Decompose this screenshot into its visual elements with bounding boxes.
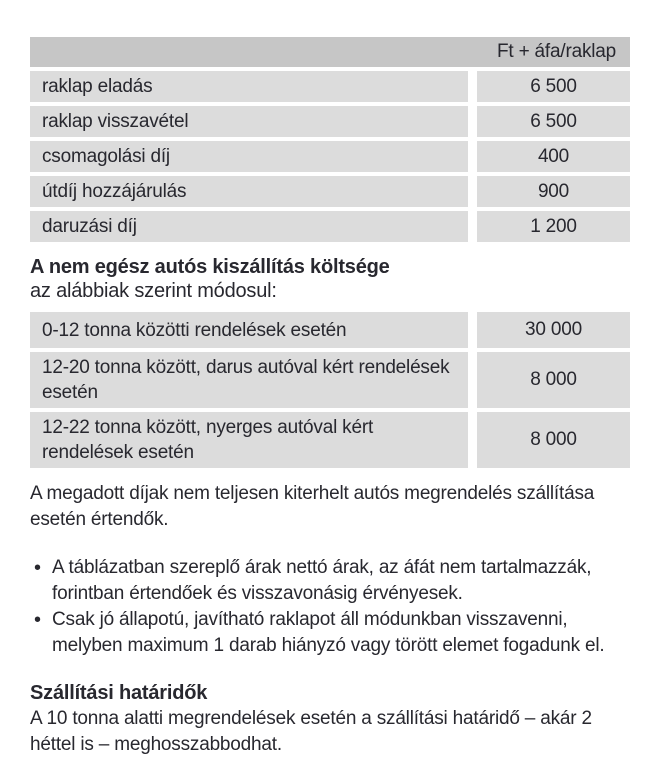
row-label: útdíj hozzájárulás [30, 176, 468, 207]
price-table-header [30, 37, 630, 67]
deadlines-heading: Szállítási határidők [30, 682, 208, 704]
list-item: • A táblázatban szereplő árak nettó árak, az áfát nem tartalmazzák, forintban értendőek és visszavonásig érvényesek. [30, 555, 630, 607]
price-table-header-label: Ft + áfa/raklap [497, 41, 616, 62]
deadlines-section [30, 680, 630, 758]
row-label: raklap visszavétel [30, 106, 468, 137]
row-label: raklap eladás [30, 71, 468, 102]
row-label: 0-12 tonna közötti rendelések esetén [30, 312, 468, 348]
list-item: • Csak jó állapotú, javítható raklapot áll módunkban visszavenni, melyben maximum 1 darab hiányzó vagy törött elemet fogadunk el. [30, 607, 630, 659]
row-value: 8 000 [477, 412, 630, 468]
delivery-table [30, 312, 630, 468]
table-row [30, 412, 630, 468]
row-label: csomagolási díj [30, 141, 468, 172]
table-row [30, 106, 630, 137]
deadlines-paragraph: A 10 tonna alatti megrendelések esetén a szállítási határidő – akár 2 héttel is – meghosszabbodhat. [30, 708, 592, 755]
row-value: 900 [477, 176, 630, 207]
section-heading-regular: az alábbiak szerint módosul: [30, 280, 277, 302]
row-value: 6 500 [477, 71, 630, 102]
row-label: 12-22 tonna között, nyerges autóval kért rendelések esetén [30, 412, 468, 468]
note-paragraph: A megadott díjak nem teljesen kiterhelt autós megrendelés szállítása esetén értendők. [30, 483, 595, 530]
section-heading [30, 255, 630, 303]
table-row [30, 312, 630, 348]
row-label: daruzási díj [30, 211, 468, 242]
table-row [30, 71, 630, 102]
row-value: 1 200 [477, 211, 630, 242]
row-label: 12-20 tonna között, darus autóval kért rendelések esetén [30, 352, 468, 408]
row-value: 6 500 [477, 106, 630, 137]
row-value: 8 000 [477, 352, 630, 408]
price-table [30, 37, 630, 242]
notes-list [30, 555, 630, 659]
table-row [30, 141, 630, 172]
section-heading-bold: A nem egész autós kiszállítás költsége [30, 256, 390, 278]
table-row [30, 176, 630, 207]
table-row [30, 211, 630, 242]
row-value: 400 [477, 141, 630, 172]
row-value: 30 000 [477, 312, 630, 348]
table-row [30, 352, 630, 408]
